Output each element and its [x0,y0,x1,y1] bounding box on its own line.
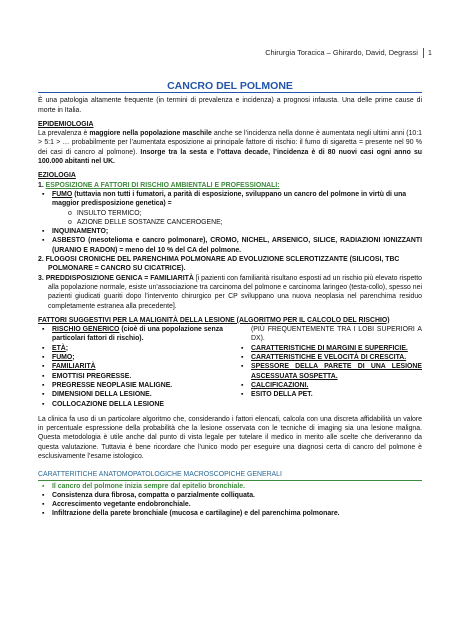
sub-item: o INSULTO TERMICO; [68,209,142,217]
document-body [38,82,422,519]
fattore-item: ▪ ESITO DELLA PET. [237,390,422,399]
eziologia-heading: EZIOLOGIA [38,172,76,180]
fattore-bold: ETÀ [52,344,66,352]
fumo-sublist [38,209,422,228]
page-number: 1 [427,48,432,57]
header-divider [423,48,424,58]
epidemiologia-paragraph [38,129,422,166]
macro-heading: CARATTERITICHE ANATOMOPATOLOGICHE MACROSCOPICHE GENERALI [38,470,422,480]
risk-item-inquinamento: ▪ INQUINAMENTO; [38,227,422,236]
macro-text: dura fibrosa, compatta o parzialmente colliquata. [92,491,255,499]
eziologia-item-3 [38,274,422,311]
epi-bold-2: Insorge tra la sesta e l’ottava decade, l’incidenza è di 80 nuovi casi ogni anno su 100.000 abitanti nel UK. [38,148,422,166]
item-number: 2. [38,256,44,264]
risk-item-fumo [38,190,422,209]
eziologia-subheading-1: ESPOSIZIONE A FATTORI DI RISCHIO AMBIENTALI E PROFESSIONALI: [45,181,280,189]
macro-list [38,482,422,519]
page-header [265,48,432,58]
item-number: 3. [38,274,44,282]
fattore-note: (PIÙ FREQUENTEMENTE TRA I LOBI SUPERIORI A DX). [251,326,422,343]
item-number: 1. [38,181,44,189]
clinica-paragraph: La clinica fa uso di un particolare algoritmo che, considerando i fattori elencati, calcola con una discreta affidabilità un valore in percentuale espressione della probabilità che la lesione osservata con le tecniche di imaging sia una lesione maligna. Questa metodologia è utile anche dal punto di vista legale per tutelare il medico in merito alle scelte che deriveranno da questa valutazione. Tuttavia è bene ricordare che l’unico modo per eseguire una diagnosi certa di cancro del polmone è esclusivamente l’esame istologico. [38,415,422,460]
macro-item: ▪ Il cancro del polmone inizia sempre dal epitelio bronchiale. [38,482,422,491]
fattori-right-list [237,344,422,400]
fattore-item: ▪ DIMENSIONI DELLA LESIONE. [38,390,223,399]
fumo-label: FUMO [52,190,73,198]
fattore-item: ▪ SPESSORE DELLA PARETE DI UNA LESIONE ASCESSUATA SOSPETTA. [237,362,422,381]
macro-item [38,500,422,509]
eziologia-text-3: [i pazienti con familiarità risultano esposti ad un rischio più elevato rispetto alla popolazione normale, esiste un’associazione tra carcinoma del polmone e carcinoma laringeo (testa-collo), spesso nei pazienti giudicati guariti dopo l’intervento chirurgico per CP sviluppano una nuova neoplasia nel parenchima residuo completamente estranea alla precedente]. [48,274,422,310]
intro-paragraph: È una patologia altamente frequente (in termini di prevalenza e incidenza) a prognosi infausta. Una delle prime cause di morte in Italia. [38,97,422,114]
fattore-bold: RISCHIO GENERICO [52,326,120,334]
sub-item-text: INSULTO TERMICO; [76,209,142,217]
fattore-item: ▪ PREGRESSE NEOPLASIE MALIGNE. [38,381,223,390]
fattore-text: (cioè di una popolazione senza particolari fattori di rischio). [52,326,223,343]
macro-bold: Accrescimento [52,501,102,509]
macro-text: della parete bronchiale (mucosa e cartilagine) e del parenchima polmonare. [90,510,340,518]
sub-item-text: AZIONE DELLE SOSTANZE CANCEROGENE; [76,218,223,226]
document-title: CANCRO DEL POLMONE [38,82,422,93]
macro-bold: Consistenza [52,491,93,499]
epi-text-2: anche se l’incidenza nella donne è aumentata negli ultimi anni (10:1 > 5:1 > … probabilmente per l’aumentata esposizione ai principale fattore di rischio: il fumo di sigaretta = presente nel 90 % dei casi di cancro al polmone). [38,130,422,156]
fattori-heading: FATTORI SUGGESTIVI PER LA MALIGNITÀ DELLA LESIONE (ALGORITMO PER IL CALCOLO DEL RISCHIO) [38,316,390,324]
fattore-item: ▪ ETÀ; [38,344,223,353]
eziologia-subheading-2: FLOGOSI CRONICHE DEL PARENCHIMA POLMONARE AD EVOLUZIONE SCLEROTIZZANTE (SILICOSI, TBC POLMONARE = CANCRO SU CICATRICE). [45,256,400,273]
eziologia-item-1 [38,181,422,190]
fattore-item: ▪ COLLOCAZIONE DELLA LESIONE [38,400,223,409]
fattore-item [38,325,223,344]
eziologia-item-2 [38,255,422,274]
fattore-item: ▪ EMOTTISI PREGRESSE. [38,372,223,381]
risk-item-asbesto: ▪ ASBESTO (mesotelioma e cancro polmonare), CROMO, NICHEL, ARSENICO, SILICE, RADIAZIONI IONIZZANTI (URANIO E RADON) = meno del 10 % del CA del polmone. [38,236,422,255]
fattori-left-list [38,325,223,409]
fattori-right-column [237,325,422,409]
macro-item [38,491,422,500]
eziologia-subheading-3: PREDDISPOSIZIONE GENICA = FAMILIARITÀ [45,274,194,282]
fattore-item: ▪ CALCIFICAZIONI. [237,381,422,390]
macro-bold: Infiltrazione [52,510,91,518]
sub-item: o AZIONE DELLE SOSTANZE CANCEROGENE; [68,218,223,226]
epi-bold-1: maggiore nella popolazione maschile [89,130,212,138]
risk-list [38,190,422,209]
epi-text-1: La prevalenza è [38,130,90,138]
epidemiologia-heading: EPIDEMIOLOGIA [38,120,94,128]
fattore-bold: FUMO [52,354,73,362]
fumo-text: (tuttavia non tutti i fumatori, a parità di esposizione, sviluppano un cancro del polmone in virtù di una maggior predisposizione genetica) = [52,190,407,208]
macro-item [38,509,422,518]
macro-text: vegetante endobronchiale. [101,501,191,509]
fattori-left-column [38,325,223,409]
risk-list-2 [38,227,422,255]
fattore-item [38,362,223,371]
fattori-columns [38,325,422,409]
fattore-item: ▪ FUMO; [38,353,223,362]
fattore-item: ▪ CARATTERISTICHE E VELOCITÀ DI CRESCITA. [237,353,422,362]
fattore-item: ▪ CARATTERISTICHE DI MARGINI E SUPERFICIE. [237,344,422,353]
header-text: Chirurgia Toracica – Ghirardo, David, Degrassi [265,48,418,57]
fattore-bold: FAMILIARITÀ [52,363,96,371]
